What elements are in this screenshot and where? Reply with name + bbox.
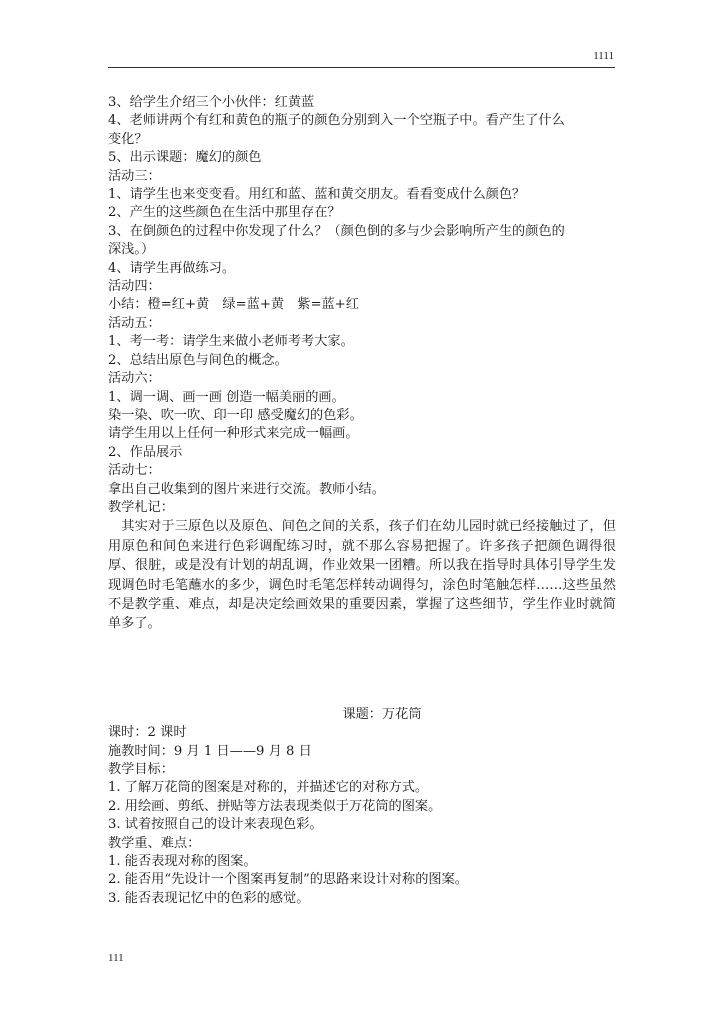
key-points-heading: 教学重、难点：: [108, 835, 201, 851]
activity-heading: 活动三：: [108, 168, 161, 184]
section-gap: [108, 634, 616, 706]
text-line: 4、老师讲两个有红和黄色的瓶子的颜色分别到入一个空瓶子中。看产生了什么: [108, 113, 565, 129]
header-rule: [108, 67, 615, 68]
text-line: 拿出自己收集到的图片来进行交流。教师小结。: [108, 481, 385, 497]
objective-item: 1. 了解万花筒的图案是对称的，并描述它的对称方式。: [108, 780, 429, 796]
objective-item: 2. 用绘画、剪纸、拼贴等方法表现类似于万花筒的图案。: [108, 798, 442, 814]
document-body: [108, 94, 616, 908]
lesson-activities: [108, 94, 616, 634]
header-page-number: 1111: [593, 50, 614, 62]
activity-heading: 活动五：: [108, 315, 161, 331]
footer-page-number: 111: [108, 952, 124, 964]
text-line: 施教时间：9 月 1 日——9 月 8 日: [108, 743, 312, 759]
objectives-heading: 教学目标：: [108, 762, 174, 777]
reflection-paragraph: 其实对于三原色以及原色、间色之间的关系，孩子们在幼儿园时就已经接触过了，但用原色和间色来进行色彩调配练习时，就不那么容易把握了。许多孩子把颜色调得很厚、很脏，或是没有计划的胡乱调，作业效果一团糟。所以我在指导时具体引导学生发现调色时毛笔蘸水的多少，调色时毛笔怎样转动调得匀，涂色时笔触怎样……这些虽然不是教学重、难点，却是决定绘画效果的重要因素，掌握了这些细节，学生作业时就简单多了。: [108, 519, 616, 632]
text-line: 3、在倒颜色的过程中你发现了什么？（颜色倒的多与少会影响所产生的颜色的: [108, 223, 565, 239]
text-line: 1、请学生也来变变看。用红和蓝、蓝和黄交朋友。看看变成什么颜色？: [108, 187, 526, 203]
lesson-kaleidoscope: [108, 706, 616, 908]
key-point-item: 3. 能否表现记忆中的色彩的感觉。: [108, 890, 310, 906]
text-line: 5、出示课题：魔幻的颜色: [108, 150, 262, 166]
text-line: 染一染、吹一吹、印一印 感受魔幻的色彩。: [108, 407, 363, 423]
text-line: 3、给学生介绍三个小伙伴：红黄蓝: [108, 95, 315, 110]
activity-heading: 活动六：: [108, 371, 161, 387]
activity-heading: 活动四：: [108, 279, 161, 295]
summary-line: 小结：橙=红+黄 绿=蓝+黄 紫=蓝+红: [108, 297, 359, 313]
text-line: 2、产生的这些颜色在生活中那里存在？: [108, 205, 341, 221]
text-line: 深浅。）: [108, 242, 155, 258]
text-line: 4、请学生再做练习。: [108, 260, 236, 276]
lesson-title: 课题：万花筒: [342, 706, 422, 722]
text-line: 课时：2 课时: [108, 725, 187, 741]
text-line: 请学生用以上任何一种形式来完成一幅画。: [108, 426, 359, 442]
key-point-item: 2. 能否用“先设计一个图案再复制”的思路来设计对称的图案。: [108, 872, 468, 888]
activity-heading: 活动七：: [108, 463, 161, 479]
key-point-item: 1. 能否表现对称的图案。: [108, 854, 257, 870]
text-line: 2、作品展示: [108, 444, 183, 460]
text-line: 1、考一考：请学生来做小老师考考大家。: [108, 334, 354, 350]
text-line: 变化？: [108, 131, 148, 147]
text-line: 1、调一调、画一画 创造一幅美丽的画。: [108, 389, 345, 405]
notes-heading: 教学札记：: [108, 499, 174, 515]
text-line: 2、总结出原色与间色的概念。: [108, 352, 288, 368]
objective-item: 3. 试着按照自己的设计来表现色彩。: [108, 817, 323, 833]
